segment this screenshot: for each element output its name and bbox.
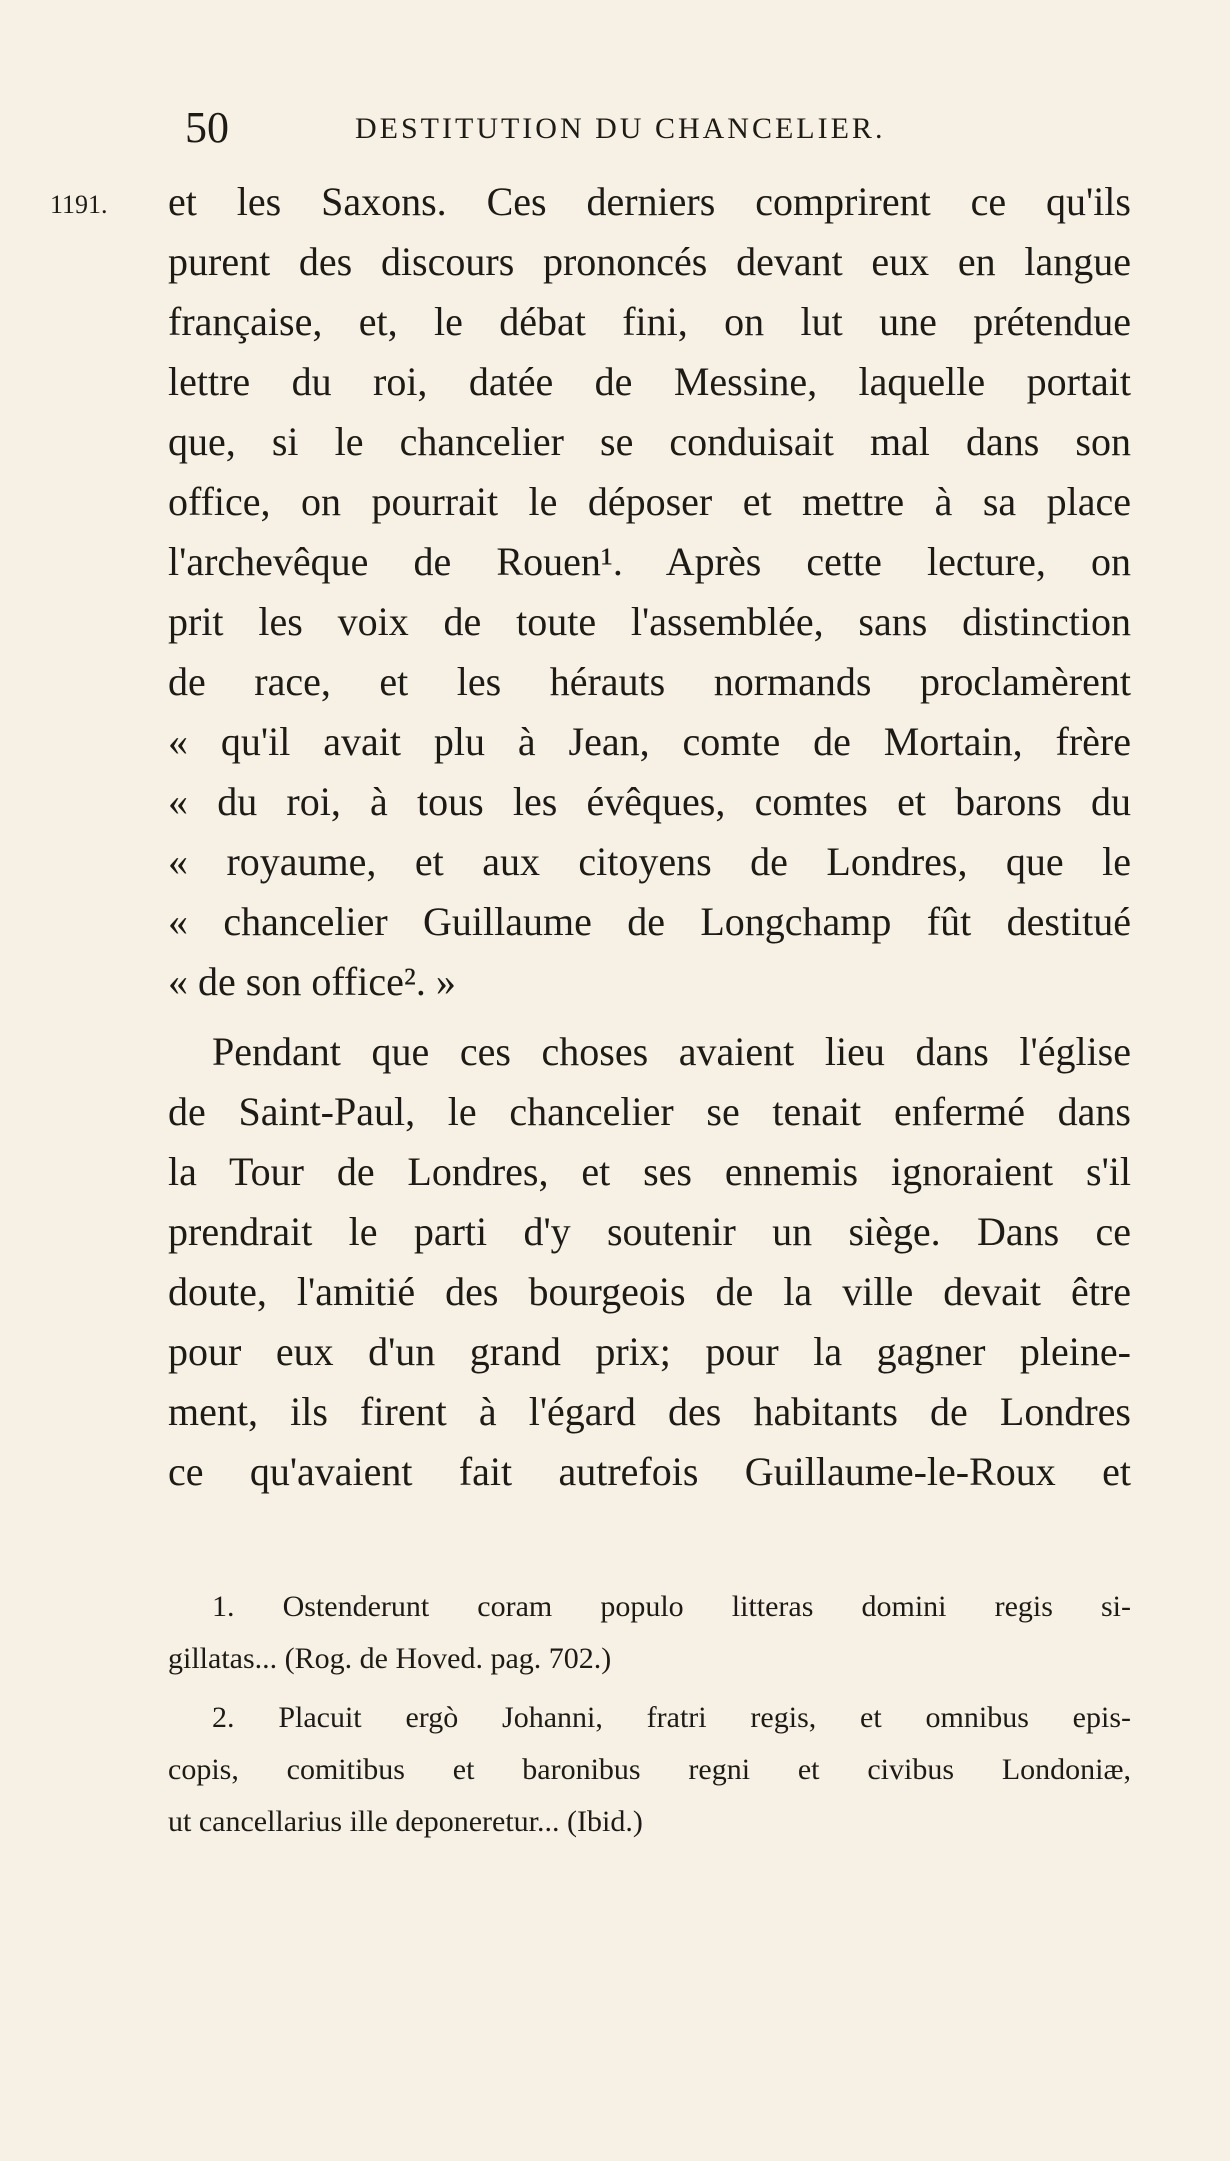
paragraph-start-line: Pendant que ces choses avaient lieu dans l'église [212, 1029, 1131, 1074]
footnote-line: 2. Placuit ergò Johanni, fratri regis, et omnibus epis- [212, 1701, 1131, 1734]
page-number: 50 [185, 103, 229, 152]
body-line: pour eux d'un grand prix; pour la gagner pleine- [168, 1329, 1131, 1374]
body-line: de race, et les hérauts normands proclamèrent [168, 659, 1131, 704]
running-title: DESTITUTION DU CHANCELIER. [355, 112, 886, 145]
body-line: doute, l'amitié des bourgeois de la ville devait être [168, 1269, 1131, 1314]
marginal-year: 1191. [50, 190, 108, 219]
footnote-line: ut cancellarius ille deponeretur... (Ibid.) [168, 1805, 643, 1838]
body-line: « qu'il avait plu à Jean, comte de Mortain, frère [168, 719, 1131, 764]
footnote-line: 1. Ostenderunt coram populo litteras domini regis si- [212, 1590, 1131, 1623]
body-line: de Saint-Paul, le chancelier se tenait enfermé dans [168, 1089, 1131, 1134]
body-line: prendrait le parti d'y soutenir un siège. Dans ce [168, 1209, 1131, 1254]
body-line: l'archevêque de Rouen¹. Après cette lecture, on [168, 539, 1131, 584]
body-line: purent des discours prononcés devant eux en langue [168, 239, 1131, 284]
footnote-line: copis, comitibus et baronibus regni et civibus Londoniæ, [168, 1753, 1131, 1786]
body-line: française, et, le débat fini, on lut une prétendue [168, 299, 1131, 344]
body-line: et les Saxons. Ces derniers comprirent ce qu'ils [168, 179, 1131, 224]
body-line: lettre du roi, datée de Messine, laquelle portait [168, 359, 1131, 404]
footnote-line: gillatas... (Rog. de Hoved. pag. 702.) [168, 1642, 612, 1675]
body-line: ce qu'avaient fait autrefois Guillaume-le-Roux et [168, 1449, 1131, 1494]
body-line: « chancelier Guillaume de Longchamp fût destitué [168, 899, 1131, 944]
body-line: « de son office². » [168, 959, 456, 1004]
body-line: prit les voix de toute l'assemblée, sans distinction [168, 599, 1131, 644]
body-line: la Tour de Londres, et ses ennemis ignoraient s'il [168, 1149, 1131, 1194]
body-line: ment, ils firent à l'égard des habitants de Londres [168, 1389, 1131, 1434]
body-line: « du roi, à tous les évêques, comtes et barons du [168, 779, 1131, 824]
body-line: que, si le chancelier se conduisait mal dans son [168, 419, 1131, 464]
body-line: « royaume, et aux citoyens de Londres, que le [168, 839, 1131, 884]
body-line: office, on pourrait le déposer et mettre à sa place [168, 479, 1131, 524]
